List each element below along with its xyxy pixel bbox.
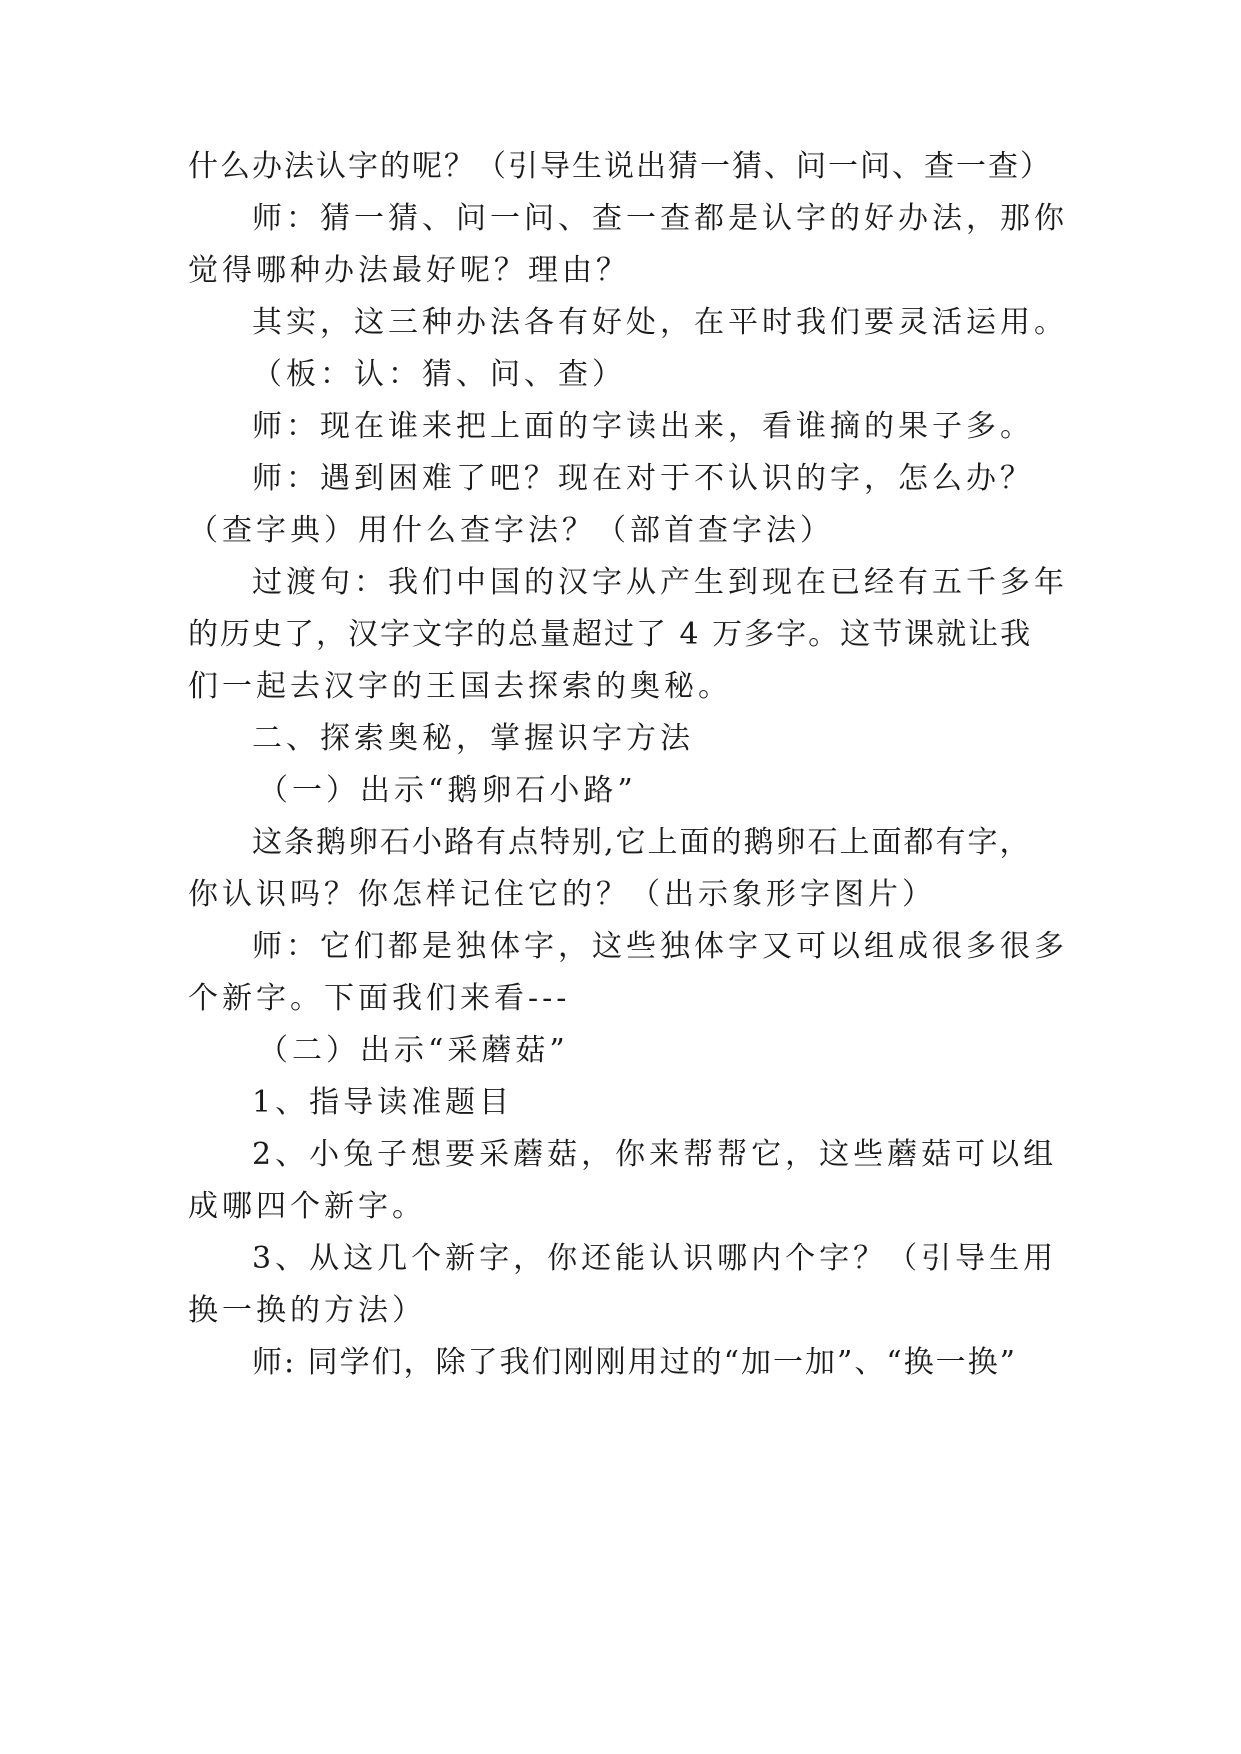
text-line: 个新字。下面我们来看--- <box>188 981 571 1016</box>
text-line: 成哪四个新字。 <box>188 1189 426 1224</box>
text-line: 过渡句：我们中国的汉字从产生到现在已经有五千多年 <box>252 565 1068 600</box>
text-line: 师: 同学们，除了我们刚刚用过的“加一加”、“换一换” <box>252 1345 1017 1380</box>
text-line: 师：现在谁来把上面的字读出来，看谁摘的果子多。 <box>252 409 1034 444</box>
text-line: 师：猜一猜、问一问、查一查都是认字的好办法，那你 <box>252 201 1068 236</box>
text-line: 的历史了，汉字文字的总量超过了 4 万多字。这节课就让我 <box>188 617 1033 652</box>
text-line: 觉得哪种办法最好呢？理由？ <box>188 253 630 288</box>
text-line: 换一换的方法） <box>188 1293 426 1328</box>
text-line: 师：遇到困难了吧？现在对于不认识的字，怎么办？ <box>252 461 1034 496</box>
text-line: 这条鹅卵石小路有点特别,它上面的鹅卵石上面都有字， <box>252 825 1032 860</box>
text-line: 们一起去汉字的王国去探索的奥秘。 <box>188 669 732 704</box>
subsection-heading: （二）出示“采蘑菇” <box>258 1033 569 1068</box>
list-item: 3、从这几个新字，你还能认识哪内个字？（引导生用 <box>252 1241 1058 1276</box>
text-line: 其实，这三种办法各有好处，在平时我们要灵活运用。 <box>252 305 1068 340</box>
list-item: 2、小兔子想要采蘑菇，你来帮帮它，这些蘑菇可以组 <box>252 1137 1058 1172</box>
list-item: 1、指导读准题目 <box>252 1085 514 1120</box>
section-heading: 二、探索奥秘，掌握识字方法 <box>252 721 694 756</box>
text-line: （板：认：猜、问、查） <box>252 357 626 392</box>
text-line: 什么办法认字的呢？（引导生说出猜一猜、问一问、查一查） <box>188 149 1052 184</box>
text-line: 你认识吗？你怎样记住它的？（出示象形字图片） <box>188 877 936 912</box>
text-line: （查字典）用什么查字法？（部首查字法） <box>188 513 834 548</box>
text-line: 师：它们都是独体字，这些独体字又可以组成很多很多 <box>252 929 1068 964</box>
subsection-heading: （一）出示“鹅卵石小路” <box>258 773 637 808</box>
